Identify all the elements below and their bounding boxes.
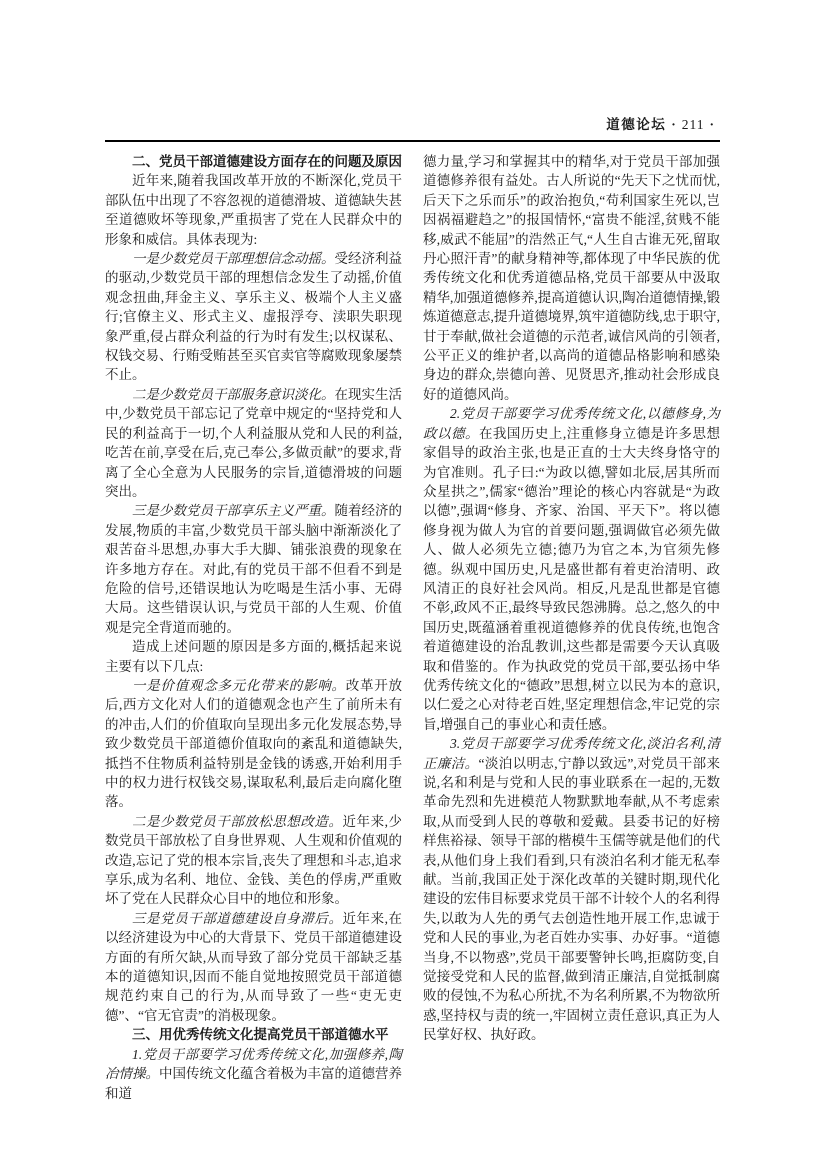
- paragraph-lead: 三是少数党员干部享乐主义严重。: [132, 503, 335, 519]
- paragraph-lead: 三是党员干部道德建设自身滞后。: [132, 910, 343, 926]
- paragraph-text: 近年来,随着我国改革开放的不断深化,党员干部队伍中出现了不容忽视的道德滑坡、道德缺失甚至道德败坏等现象,严重损害了党在人民群众中的形象和威信。具体表现为:: [105, 173, 402, 247]
- paragraph: [423, 734, 720, 1045]
- paragraph-text: 改革开放后,西方文化对人们的道德观念也产生了前所未有的冲击,人们的价值取向呈现出多元化发展态势,导致少数党员干部道德价值取向的紊乱和道德缺失,抵挡不住物质利益特别是金钱的诱惑,开始利用手中的权力进行权钱交易,谋取私利,最后走向腐化堕落。: [105, 677, 402, 810]
- paragraph-text: 中国传统文化蕴含着极为丰富的道德营养和道: [105, 1066, 402, 1101]
- separator-dot: ·: [671, 117, 677, 132]
- paragraph: [423, 404, 720, 734]
- paragraph-text: “淡泊以明志,宁静以致远”,对党员干部来说,名和利是与党和人民的事业联系在一起的,无数革命先烈和先进模范人物默默地奉献,从不考虑索取,从而受到人民的尊敬和爱戴。县委书记的好榜样焦裕禄、领导干部的楷模牛玉儒等就是他们的代表,从他们身上我们看到,只有淡泊名利才能无私奉献。当前,我国正处于深化改革的关键时期,现代化建设的宏伟目标要求党员干部不计较个人的名利得失,以敢为人先的勇气去创造性地开展工作,忠诚于党和人民的事业,为老百姓办实事、办好事。“道德当身,不以物惑”,党员干部要警钟长鸣,拒腐防变,自觉接受党和人民的监督,做到清正廉洁,自觉抵制腐败的侵蚀,不为私心所扰,不为名利所累,不为物欲所惑,坚持权与责的统一,牢固树立责任意识,真正为人民掌好权、执好政。: [423, 755, 721, 1043]
- paragraph-lead: 3.党员干部要学习优秀传统文化,淡泊名利,清正廉洁。: [423, 736, 720, 771]
- paragraph-lead: 二是少数党员干部放松思想改造。: [132, 813, 343, 829]
- paragraph-lead: 二是少数党员干部服务意识淡化。: [132, 386, 335, 402]
- paragraph: [105, 637, 402, 676]
- section-heading-problems: 二、党员干部道德建设方面存在的问题及原因: [132, 154, 402, 169]
- header-rule: [105, 140, 720, 142]
- paragraph-text: 在我国历史上,注重修身立德是许多思想家倡导的政治主张,也是正直的士大夫终身恪守的为官准则。孔子曰:“为政以德,譬如北辰,居其所而众星拱之”,儒家“德治”理论的核心内容就是“为政以德”,强调“修身、齐家、治国、平天下”。将以德修身视为做人为官的首要问题,强调做官必须先做人、做人必须先立德;德乃为官之本,为官须先修德。纵观中国历史,凡是盛世都有着吏治清明、政风清正的良好社会风尚。相反,凡是乱世都是官德不彰,政风不正,最终导致民怨沸腾。总之,悠久的中国历史,既蕴涵着重视道德修养的优良传统,也饱含着道德建设的治乱教训,这些都是需要今天认真吸取和借鉴的。作为执政党的党员干部,要弘扬中华优秀传统文化的“德政”思想,树立以民为本的意识,以仁爱之心对待老百姓,坚定理想信念,牢记党的宗旨,增强自己的事业心和责任感。: [423, 425, 721, 732]
- page-number-block: [666, 116, 720, 133]
- right-column: [423, 152, 720, 1103]
- page-number: 211: [681, 117, 705, 132]
- paragraph-text: 近年来,在以经济建设为中心的大背景下、党员干部道德建设方面的有所欠缺,从而导致了部分党员干部缺乏基本的道德知识,因而不能自觉地按照党员干部道德规范约束自己的行为,从而导致了一些“吏无吏德”、“官无官责”的消极现象。: [105, 910, 403, 1023]
- paragraph: [105, 812, 402, 909]
- paragraph: [105, 501, 402, 637]
- left-column: [105, 152, 402, 1103]
- section-heading-culture: 三、用优秀传统文化提高党员干部道德水平: [132, 1027, 389, 1043]
- two-column-layout: [105, 152, 720, 1103]
- paragraph-text: 德力量,学习和掌握其中的精华,对于党员干部加强道德修养很有益处。古人所说的“先天下之忧而忧,后天下之乐而乐”的政治抱负,“苟利国家生死以,岂因祸福避趋之”的报国情怀,“富贵不能淫,贫贱不能移,威武不能屈”的浩然正气,“人生自古谁无死,留取丹心照汗青”的献身精神等,都体现了中华民族的优秀传统文化和优秀道德品格,党员干部要从中汲取精华,加强道德修养,提高道德认识,陶冶道德情操,锻炼道德意志,提升道德境界,筑牢道德防线,忠于职守,甘于奉献,做社会道德的示范者,诚信风尚的引领者,公平正义的维护者,以高尚的道德品格影响和感染身边的群众,崇德向善、见贤思齐,推动社会形成良好的道德风尚。: [423, 154, 720, 402]
- page-header: [105, 116, 720, 133]
- paragraph-lead: 一是少数党员干部理想信念动摇。: [132, 251, 335, 267]
- paragraph-lead: 1.党员干部要学习优秀传统文化,加强修养,陶冶情操。: [105, 1046, 402, 1082]
- paragraph: [105, 676, 402, 812]
- paragraph-text: 近年来,少数党员干部放松了自身世界观、人生观和价值观的改造,忘记了党的根本宗旨,丧失了理想和斗志,追求享乐,成为名利、地位、金钱、美色的俘虏,严重败坏了党在人民群众心目中的地位和形象。: [105, 813, 403, 907]
- paragraph: [105, 909, 402, 1025]
- paragraph-lead: 2.党员干部要学习优秀传统文化,以德修身,为政以德。: [423, 406, 720, 441]
- paragraph: [105, 249, 402, 385]
- paragraph-text: 造成上述问题的原因是多方面的,概括起来说主要有以下几点:: [105, 639, 402, 674]
- paragraph: [105, 1045, 402, 1103]
- journal-title: 道德论坛: [606, 117, 667, 132]
- paragraph-continuation: [423, 152, 720, 404]
- separator-dot: ·: [709, 117, 715, 132]
- paragraph-text: 随着经济的发展,物质的丰富,少数党员干部头脑中渐渐淡化了艰苦奋斗思想,办事大手大脚、铺张浪费的现象在许多地方存在。对此,有的党员干部不但看不到是危险的信号,还错误地认为吃喝是生活小事、无碍大局。这些错误认识,与党员干部的人生观、价值观是完全背道而驰的。: [105, 503, 402, 635]
- paragraph-text: 在现实生活中,少数党员干部忘记了党章中规定的“坚持党和人民的利益高于一切,个人利益服从党和人民的利益,吃苦在前,享受在后,克己奉公,多做贡献”的要求,背离了全心全意为人民服务的宗旨,道德滑坡的问题突出。: [105, 386, 402, 499]
- paragraph-lead: 一是价值观念多元化带来的影响。: [132, 677, 346, 693]
- paragraph-text: 受经济利益的驱动,少数党员干部的理想信念发生了动摇,价值观念扭曲,拜金主义、享乐主义、极端个人主义盛行;官僚主义、形式主义、虚报浮夸、渎职失职现象严重,侵占群众利益的行为时有发生;以权谋私、权钱交易、行贿受贿甚至买官卖官等腐败现象屡禁不止。: [105, 251, 402, 383]
- paragraph: [105, 385, 402, 501]
- paragraph: [105, 171, 402, 249]
